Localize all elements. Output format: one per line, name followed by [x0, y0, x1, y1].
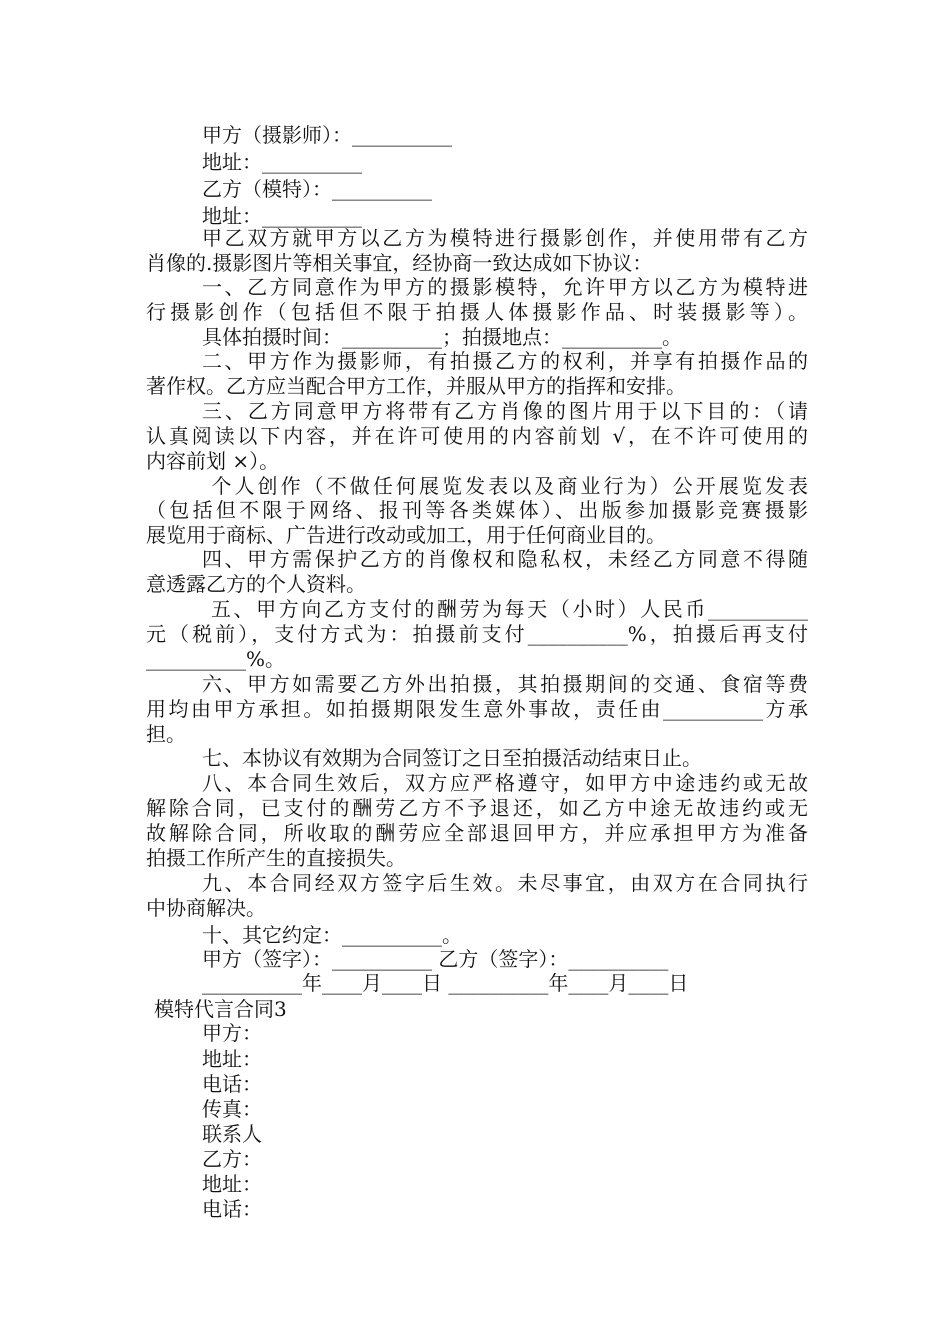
clause-1-line-1: 一、乙方同意作为甲方的摄影模特，允许甲方以乙方为模特进	[202, 275, 808, 299]
clause-6-line-3: 担。	[146, 722, 186, 746]
clause-5-line-2: 元（税前），支付方式为：拍摄前支付__________%，拍摄后再支付	[146, 622, 808, 646]
shooting-time-place: 具体拍摄时间：__________；拍摄地点：__________。	[202, 325, 682, 349]
party-b-model: 乙方（模特）：__________	[202, 177, 432, 201]
phone-label-b: 电话：	[202, 1197, 262, 1221]
clause-4-line-2: 意透露乙方的个人资料。	[146, 572, 366, 596]
usage-options-line-3: 展览用于商标、广告进行改动或加工，用于任何商业目的。	[146, 523, 666, 547]
clause-4-line-1: 四、甲方需保护乙方的肖像权和隐私权，未经乙方同意不得随	[202, 547, 808, 571]
clause-6-line-1: 六、甲方如需要乙方外出拍摄，其拍摄期间的交通、食宿等费	[202, 672, 808, 696]
clause-2-line-2: 著作权。乙方应当配合甲方工作，并服从甲方的指挥和安排。	[146, 374, 686, 398]
clause-6-line-2: 用均由甲方承担。如拍摄期限发生意外事故，责任由__________方承	[146, 697, 808, 721]
phone-label: 电话：	[202, 1072, 262, 1096]
address-label: 地址：	[202, 1047, 262, 1071]
preamble-line-2: 肖像的.摄影图片等相关事宜，经协商一致达成如下协议：	[146, 251, 653, 275]
clause-7: 七、本协议有效期为合同签订之日至拍摄活动结束日止。	[202, 746, 702, 770]
clause-8-line-4: 拍摄工作所产生的直接损失。	[146, 846, 406, 870]
contact-person-label: 联系人	[202, 1122, 262, 1146]
clause-8-line-3: 故解除合同，所收取的酬劳应全部退回甲方，并应承担甲方为准备	[146, 821, 808, 845]
usage-options-line-2: （包括但不限于网络、报刊等各类媒体）、出版参加摄影竞赛摄影	[146, 498, 808, 522]
party-a-label: 甲方：	[202, 1021, 262, 1045]
clause-5-line-1: 五、甲方向乙方支付的酬劳为每天（小时）人民币__________	[202, 597, 808, 621]
clause-10: 十、其它约定：__________。	[202, 923, 462, 947]
signature-line: 甲方（签字）：__________ 乙方（签字）：__________	[202, 947, 669, 971]
clause-3-line-1: 三、乙方同意甲方将带有乙方肖像的图片用于以下目的：（请	[202, 399, 808, 423]
clause-3-line-2: 认真阅读以下内容，并在许可使用的内容前划 √，在不许可使用的	[146, 424, 808, 448]
usage-options-line-1: 个人创作（不做任何展览发表以及商业行为）公开展览发表	[202, 474, 808, 498]
clause-9-line-1: 九、本合同经双方签字后生效。未尽事宜，由双方在合同执行	[202, 871, 808, 895]
clause-1-line-2: 行摄影创作（包括但不限于拍摄人体摄影作品、时装摄影等）。	[146, 300, 808, 324]
fax-label: 传真：	[202, 1097, 262, 1121]
party-a-address: 地址：__________	[202, 150, 362, 174]
clause-8-line-1: 八、本合同生效后，双方应严格遵守，如甲方中途违约或无故	[202, 771, 808, 795]
clause-9-line-2: 中协商解决。	[146, 896, 266, 920]
section-title: 模特代言合同3	[154, 997, 287, 1021]
party-b-address: 地址：__________	[202, 204, 362, 228]
address-label-b: 地址：	[202, 1172, 262, 1196]
clause-2-line-1: 二、甲方作为摄影师，有拍摄乙方的权利，并享有拍摄作品的	[202, 349, 808, 373]
clause-5-line-3: __________%。	[146, 647, 286, 671]
clause-3-line-3: 内容前划 ×）。	[146, 449, 280, 473]
party-a-photographer: 甲方（摄影师）：__________	[202, 123, 452, 147]
date-line: __________年____月____日 __________年____月____日	[202, 971, 689, 995]
party-b-label: 乙方：	[202, 1147, 262, 1171]
preamble-line-1: 甲乙双方就甲方以乙方为模特进行摄影创作，并使用带有乙方	[202, 226, 808, 250]
clause-8-line-2: 解除合同，已支付的酬劳乙方不予退还，如乙方中途无故违约或无	[146, 796, 808, 820]
